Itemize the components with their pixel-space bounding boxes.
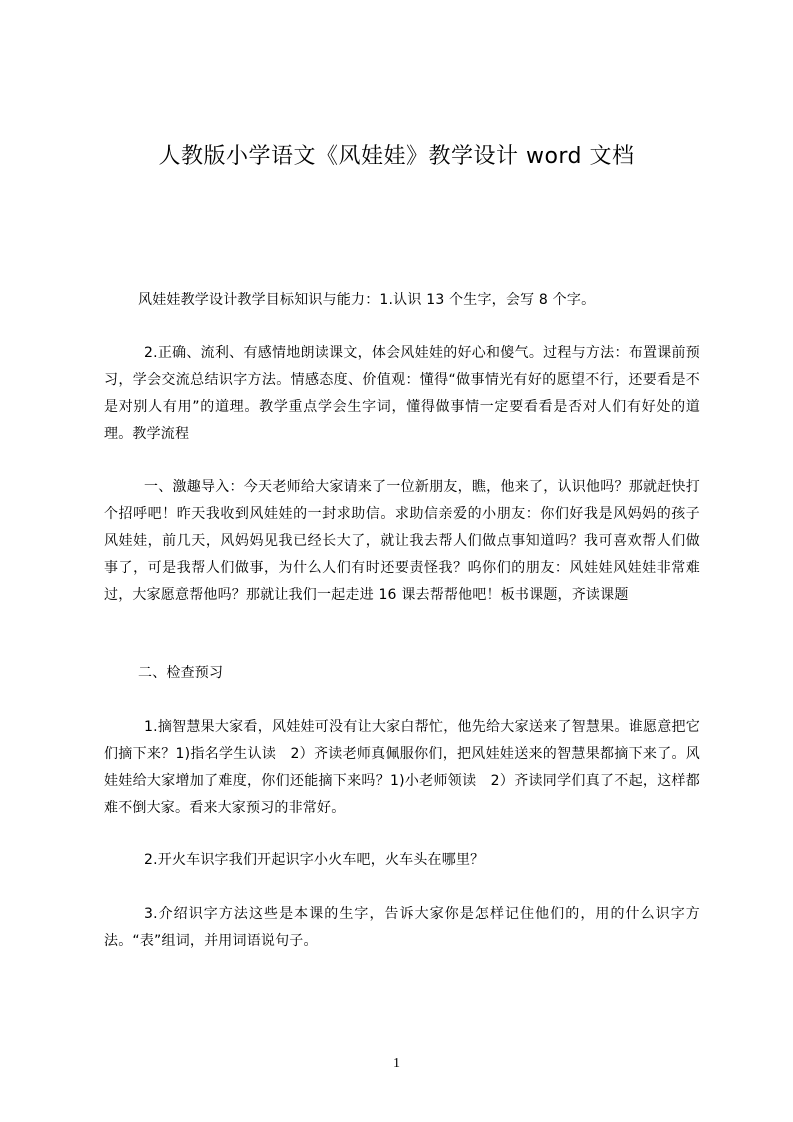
paragraph-text: 2.开火车识字我们开起识字小火车吧，火车头在哪里？ [144, 852, 485, 868]
paragraph-2 [104, 340, 700, 448]
paragraph-1 [104, 287, 700, 314]
paragraph-6 [104, 847, 700, 874]
page-number: 1 [393, 1056, 400, 1071]
paragraph-text: 风娃娃教学设计教学目标知识与能力：1.认识 13 个生字，会写 8 个字。 [138, 292, 596, 308]
paragraph-5 [104, 714, 700, 822]
paragraph-7 [104, 901, 700, 955]
paragraph-text: 3.介绍识字方法这些是本课的生字，告诉大家你是怎样记住他们的，用的什么识字方法。“表”组词，并用词语说句子。 [104, 906, 700, 949]
paragraph-text: 一、激趣导入：今天老师给大家请来了一位新朋友，瞧，他来了，认识他吗？那就赶快打个招呼吧！昨天我收到风娃娃的一封求助信。求助信亲爱的小朋友：你们好我是风妈妈的孩子风娃娃，前几天，风妈妈见我已经长大了，就让我去帮人们做点事知道吗？我可喜欢帮人们做事了，可是我帮人们做事，为什么人们有时还要责怪我？呜你们的朋友：风娃娃风娃娃非常难过，大家愿意帮他吗？那就让我们一起走进 16 课去帮帮他吧！板书课题，齐读课题 [104, 479, 700, 603]
paragraph-text: 1.摘智慧果大家看，风娃娃可没有让大家白帮忙，他先给大家送来了智慧果。谁愿意把它们摘下来？1)指名学生认读 2）齐读老师真佩服你们，把风娃娃送来的智慧果都摘下来了。风娃娃给大家增加了难度，你们还能摘下来吗？1)小老师领读 2）齐读同学们真了不起，这样都难不倒大家。看来大家预习的非常好。 [104, 719, 700, 816]
paragraph-4 [104, 660, 700, 687]
paragraph-text: 2.正确、流利、有感情地朗读课文，体会风娃娃的好心和傻气。过程与方法：布置课前预习，学会交流总结识字方法。情感态度、价值观：懂得“做事情光有好的愿望不行，还要看是不是对别人有用”的道理。教学重点学会生字词，懂得做事情一定要看看是否对人们有好处的道理。教学流程 [104, 345, 700, 442]
document-title: 人教版小学语文《风娃娃》教学设计 word 文档 [158, 144, 635, 169]
paragraph-3 [104, 474, 700, 609]
section-heading: 二、检查预习 [138, 665, 224, 681]
